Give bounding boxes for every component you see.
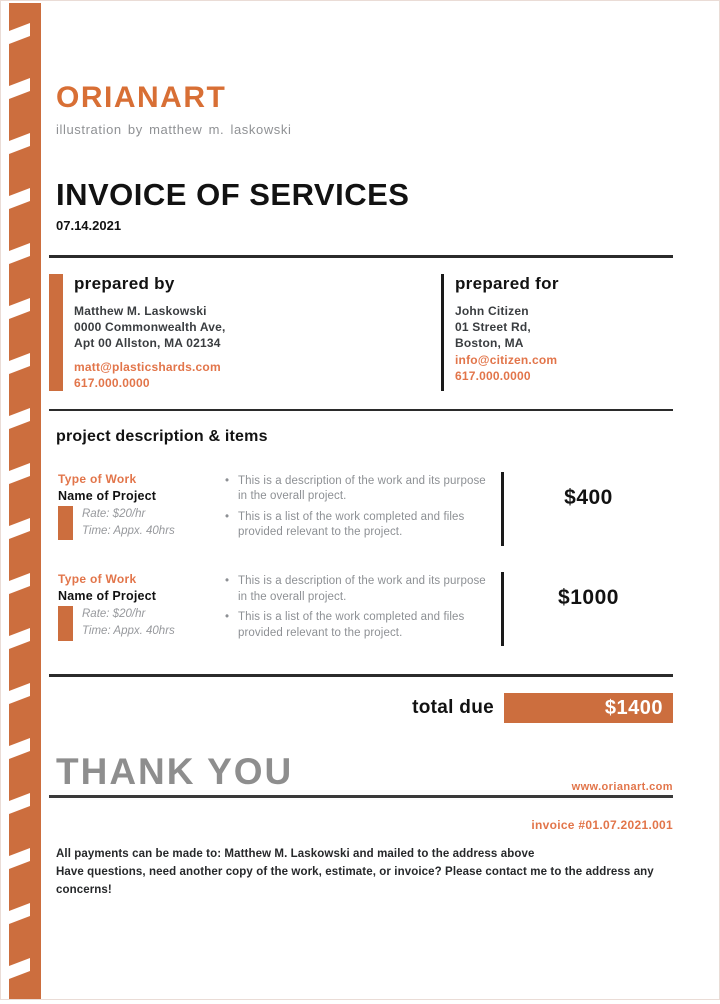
prepared-by-contact xyxy=(74,359,226,391)
thank-you-section xyxy=(49,751,673,798)
item-price: $1000 xyxy=(558,586,619,609)
item-rate: Rate: $20/hr xyxy=(82,608,146,620)
item-time: Time: Appx. 40hrs xyxy=(82,525,175,538)
item-description-bullet: • This is a list of the work completed and files provided relevant to the project. xyxy=(221,610,493,641)
prepared-for-name: John Citizen xyxy=(455,304,529,318)
prepared-by-phone: 617.000.0000 xyxy=(74,375,150,390)
prepared-by-accent-bar xyxy=(49,274,63,391)
item-meta xyxy=(58,506,221,541)
divider-items xyxy=(49,409,673,411)
brand-header xyxy=(49,81,673,137)
title-block xyxy=(49,177,673,233)
item-rate-time xyxy=(82,606,175,641)
payment-instructions-line: All payments can be made to: Matthew M. Laskowski and mailed to the address above xyxy=(56,848,535,861)
item-type-label: Type of Work xyxy=(58,471,137,486)
prepared-for-address-1: 01 Street Rd, xyxy=(455,320,531,335)
invoice-item-row xyxy=(49,472,673,546)
item-meta xyxy=(58,606,221,641)
item-info xyxy=(49,472,221,546)
document-date: 07.14.2021 xyxy=(56,218,122,233)
page-content xyxy=(49,1,673,900)
prepared-by-name: Matthew M. Laskowski xyxy=(74,304,207,318)
prepared-for-address-2: Boston, MA xyxy=(455,336,524,351)
thank-you-text: THANK YOU xyxy=(56,751,294,793)
item-description-bullet: • This is a description of the work and its purpose in the overall project. xyxy=(221,474,493,505)
prepared-for-email-link[interactable]: info@citizen.com xyxy=(455,352,558,367)
item-rate-time xyxy=(82,506,175,541)
website-link[interactable]: www.orianart.com xyxy=(571,781,673,794)
prepared-by-email-link[interactable]: matt@plasticshards.com xyxy=(74,359,221,374)
prepared-for-accent-bar xyxy=(441,274,444,391)
prepared-for-block xyxy=(441,274,673,391)
item-type-label: Type of Work xyxy=(58,572,137,586)
item-project-name: Name of Project xyxy=(58,589,157,603)
items-section-heading: project description & items xyxy=(56,427,268,445)
item-description xyxy=(221,472,493,546)
item-price: $400 xyxy=(564,485,613,509)
payment-instructions xyxy=(49,846,673,899)
item-accent-bar xyxy=(58,506,73,541)
invoice-number: invoice #01.07.2021.001 xyxy=(531,818,673,833)
document-title: INVOICE OF SERVICES xyxy=(56,177,410,212)
prepared-by-address-1: 0000 Commonwealth Ave, xyxy=(74,320,226,335)
prepared-by-address-2: Apt 00 Allston, MA 02134 xyxy=(74,336,221,351)
total-row xyxy=(49,693,673,723)
prepared-by-heading: prepared by xyxy=(74,274,175,293)
item-accent-bar xyxy=(58,606,73,641)
brand-logo: ORIANART xyxy=(56,81,227,114)
item-project-name: Name of Project xyxy=(58,488,157,503)
prepared-by-content xyxy=(74,274,226,391)
prepared-for-heading: prepared for xyxy=(455,274,559,293)
prepared-for-phone: 617.000.0000 xyxy=(455,368,531,383)
payment-instructions-line: Have questions, need another copy of the work, estimate, or invoice? Please contact me to the address any concerns! xyxy=(56,865,654,896)
item-description-bullet: • This is a description of the work and its purpose in the overall project. xyxy=(221,574,493,605)
item-time: Time: Appx. 40hrs xyxy=(82,625,175,638)
prepared-for-content xyxy=(455,274,559,391)
prepared-for-contact xyxy=(455,352,559,384)
divider-footer xyxy=(49,795,673,798)
invoice-item-row xyxy=(49,572,673,646)
striped-border-decoration xyxy=(9,3,41,999)
divider-top xyxy=(49,255,673,258)
parties-section xyxy=(49,274,673,391)
item-description xyxy=(221,572,493,646)
brand-tagline: illustration by matthew m. laskowski xyxy=(56,122,292,137)
total-due-label: total due xyxy=(412,697,494,719)
total-amount-badge: $1400 xyxy=(504,693,673,723)
prepared-by-block xyxy=(49,274,441,391)
item-info xyxy=(49,572,221,646)
stripe-pattern-graphic xyxy=(9,3,41,999)
item-description-bullet: • This is a list of the work completed and files provided relevant to the project. xyxy=(221,510,493,541)
item-rate: Rate: $20/hr xyxy=(82,507,146,520)
divider-total xyxy=(49,674,673,677)
